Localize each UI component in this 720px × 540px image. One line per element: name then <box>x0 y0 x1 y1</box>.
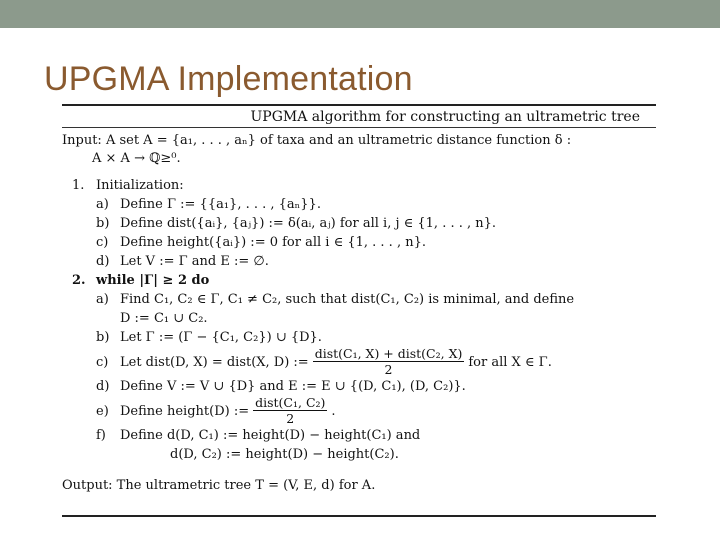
step-letter: f) <box>96 428 106 443</box>
fraction <box>313 347 465 377</box>
step-number: 2. <box>72 273 86 288</box>
step-text-line-1: Define d(D, C₁) := height(D) − height(C₁) and <box>120 428 421 443</box>
formula-line <box>120 347 656 377</box>
step-text-line-2: d(D, C₂) := height(D) − height(C₂). <box>170 447 399 462</box>
step-text: Define dist({aᵢ}, {aⱼ}) := δ(aᵢ, aⱼ) for all i, j ∈ {1, . . . , n}. <box>120 216 497 231</box>
input-line-2: A × A → ℚ≥⁰. <box>92 151 181 166</box>
fraction-numerator: dist(C₁, X) + dist(C₂, X) <box>314 346 463 361</box>
algorithm-title: UPGMA algorithm for constructing an ultrametric tree <box>250 109 640 125</box>
init-step-d <box>96 252 656 271</box>
formula-line <box>120 396 656 426</box>
step-header: while |Γ| ≥ 2 do <box>96 273 210 288</box>
step-text: Define Γ := {{a₁}, . . . , {aₙ}}. <box>120 197 321 212</box>
step-text: Let Γ := (Γ − {C₁, C₂}) ∪ {D}. <box>120 330 322 345</box>
loop-step-e <box>96 396 656 426</box>
step-letter: b) <box>96 330 110 345</box>
step-text-line-1: Find C₁, C₂ ∈ Γ, C₁ ≠ C₂, such that dist(C₁, C₂) is minimal, and define <box>120 292 575 307</box>
step-text: Let V := Γ and E := ∅. <box>120 254 269 269</box>
init-step-b <box>96 214 656 233</box>
loop-step-b <box>96 328 656 347</box>
step-letter: e) <box>96 404 109 419</box>
bottom-rule <box>62 515 656 517</box>
formula-prefix: Define height(D) := <box>120 403 250 419</box>
step-text: Define height({aᵢ}) := 0 for all i ∈ {1, . . . , n}. <box>120 235 426 250</box>
fraction-numerator: dist(C₁, C₂) <box>255 395 326 410</box>
input-line-1: Input: A set A = {a₁, . . . , aₙ} of taxa and an ultrametric distance function δ : <box>62 133 572 148</box>
fraction-denominator: 2 <box>384 362 393 377</box>
step-letter: c) <box>96 355 109 370</box>
step-while-loop <box>62 271 656 464</box>
step-letter: c) <box>96 235 109 250</box>
fraction-denominator: 2 <box>286 411 295 426</box>
step-letter: a) <box>96 197 109 212</box>
formula-suffix: . <box>331 403 336 419</box>
slide-title: UPGMA Implementation <box>44 60 413 98</box>
step-letter: d) <box>96 254 110 269</box>
steps-list <box>62 176 656 464</box>
title-rule <box>62 127 656 128</box>
step-number: 1. <box>72 178 85 193</box>
step-text: Define V := V ∪ {D} and E := E ∪ {(D, C₁), (D, C₂)}. <box>120 379 466 394</box>
slide-top-bar <box>0 0 720 28</box>
init-step-c <box>96 233 656 252</box>
output-line: Output: The ultrametric tree T = (V, E, d) for A. <box>62 478 376 493</box>
step-initialization <box>62 176 656 271</box>
algorithm-box <box>62 104 656 517</box>
step-text-line-2: D := C₁ ∪ C₂. <box>120 311 208 326</box>
step-header: Initialization: <box>96 178 184 193</box>
fraction <box>253 396 327 426</box>
step-letter: d) <box>96 379 110 394</box>
step-letter: a) <box>96 292 109 307</box>
loop-step-a <box>96 290 656 328</box>
input-section <box>62 132 656 168</box>
formula-prefix: Let dist(D, X) = dist(X, D) := <box>120 354 309 370</box>
step-letter: b) <box>96 216 110 231</box>
formula-suffix: for all X ∈ Γ. <box>468 354 552 370</box>
loop-step-d <box>96 377 656 396</box>
loop-step-c <box>96 347 656 377</box>
loop-step-f <box>96 426 656 464</box>
init-step-a <box>96 195 656 214</box>
